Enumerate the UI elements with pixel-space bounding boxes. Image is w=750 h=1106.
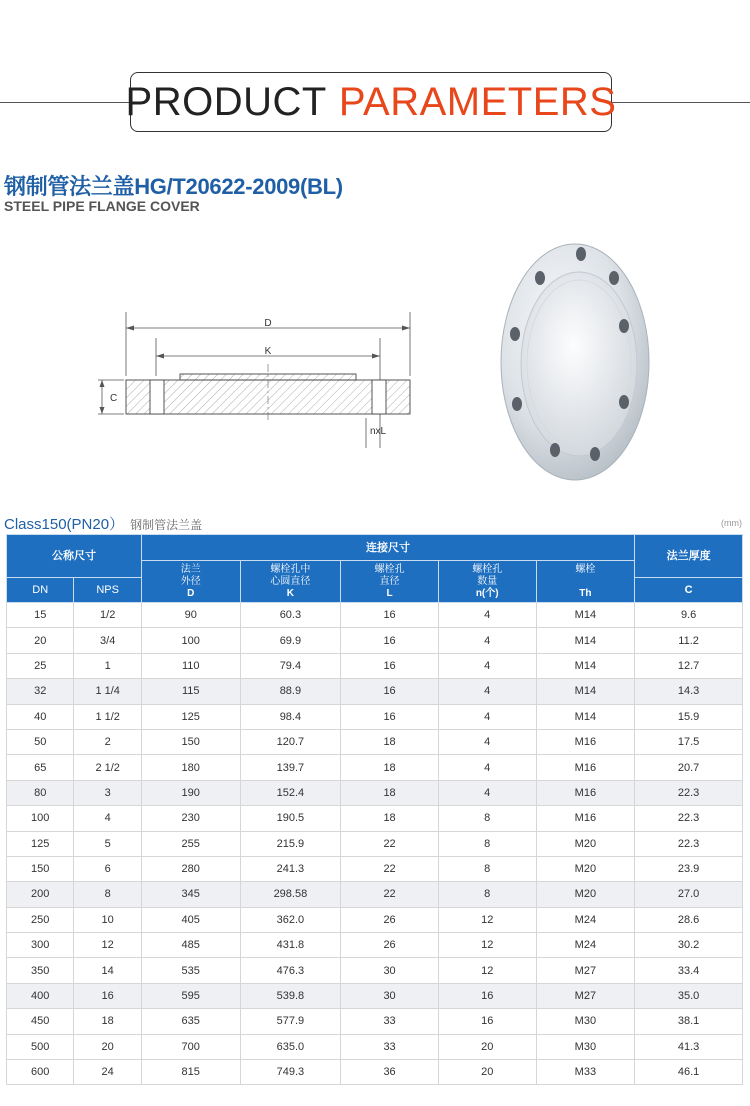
table-row [7, 780, 743, 805]
table-cell: 3/4 [74, 628, 141, 653]
table-cell: 2 [74, 729, 141, 754]
table-cell: 815 [141, 1060, 240, 1085]
table-cell: 1 1/4 [74, 679, 141, 704]
table-cell: 16 [74, 983, 141, 1008]
table-cell: 577.9 [240, 1009, 341, 1034]
table-cell: 79.4 [240, 653, 341, 678]
table-cell: M20 [536, 831, 635, 856]
section-header [125, 72, 617, 132]
table-cell: 20 [438, 1034, 536, 1059]
table-cell: 115 [141, 679, 240, 704]
table-cell: 33 [341, 1009, 439, 1034]
table-cell: 23.9 [635, 856, 743, 881]
table-cell: 15.9 [635, 704, 743, 729]
table-cell: 139.7 [240, 755, 341, 780]
table-cell: M16 [536, 780, 635, 805]
table-cell: 18 [341, 806, 439, 831]
table-cell: 400 [7, 983, 74, 1008]
table-row [7, 1009, 743, 1034]
table-cell: 405 [141, 907, 240, 932]
table-cell: 280 [141, 856, 240, 881]
table-cell: M14 [536, 603, 635, 628]
table-cell: M14 [536, 704, 635, 729]
table-cell: 362.0 [240, 907, 341, 932]
table-cell: 125 [141, 704, 240, 729]
table-cell: M16 [536, 755, 635, 780]
table-body [7, 603, 743, 1085]
header-word-parameters: PARAMETERS [338, 79, 617, 124]
table-row [7, 882, 743, 907]
table-cell: 4 [438, 653, 536, 678]
table-cell: 8 [438, 831, 536, 856]
table-cell: 241.3 [240, 856, 341, 881]
table-cell: 15 [7, 603, 74, 628]
table-cell: 2 1/2 [74, 755, 141, 780]
header-col-k: 螺栓孔中 心圆直径 K [240, 561, 341, 603]
table-cell: M24 [536, 933, 635, 958]
table-cell: 190.5 [240, 806, 341, 831]
table-cell: 98.4 [240, 704, 341, 729]
table-cell: 65 [7, 755, 74, 780]
table-cell: 200 [7, 882, 74, 907]
table-cell: 6 [74, 856, 141, 881]
table-cell: 30 [341, 983, 439, 1008]
table-cell: 18 [341, 755, 439, 780]
table-cell: 12 [74, 933, 141, 958]
table-cell: 18 [74, 1009, 141, 1034]
table-row [7, 653, 743, 678]
table-row [7, 958, 743, 983]
table-cell: 190 [141, 780, 240, 805]
table-row [7, 1060, 743, 1085]
table-cell: M16 [536, 729, 635, 754]
table-cell: 22.3 [635, 780, 743, 805]
table-cell: 16 [341, 603, 439, 628]
table-cell: M30 [536, 1009, 635, 1034]
table-cell: 4 [438, 704, 536, 729]
table-cell: 595 [141, 983, 240, 1008]
table-cell: 22.3 [635, 806, 743, 831]
table-cell: 18 [341, 729, 439, 754]
table-cell: 4 [438, 679, 536, 704]
table-cell: 28.6 [635, 907, 743, 932]
table-cell: M27 [536, 983, 635, 1008]
table-row [7, 806, 743, 831]
table-cell: 350 [7, 958, 74, 983]
flange-cover-photo [495, 238, 655, 488]
table-cell: 476.3 [240, 958, 341, 983]
table-subtitle: 钢制管法兰盖 [130, 518, 203, 532]
table-cell: 33 [341, 1034, 439, 1059]
table-cell: 110 [141, 653, 240, 678]
header-col-d: 法兰 外径 D [141, 561, 240, 603]
table-cell: M27 [536, 958, 635, 983]
table-cell: 46.1 [635, 1060, 743, 1085]
table-cell: 1 1/2 [74, 704, 141, 729]
table-cell: 345 [141, 882, 240, 907]
table-cell: 36 [341, 1060, 439, 1085]
table-cell: 600 [7, 1060, 74, 1085]
header-col-nps: NPS [74, 578, 141, 603]
flange-cover-drawing [90, 298, 430, 458]
table-cell: 1/2 [74, 603, 141, 628]
table-cell: M20 [536, 856, 635, 881]
table-cell: 255 [141, 831, 240, 856]
table-cell: 20 [438, 1060, 536, 1085]
table-cell: 69.9 [240, 628, 341, 653]
table-cell: 16 [341, 679, 439, 704]
table-row [7, 831, 743, 856]
table-cell: 20 [7, 628, 74, 653]
header-col-dn: DN [7, 578, 74, 603]
header-col-th: 螺栓 Th [536, 561, 635, 603]
table-cell: 250 [7, 907, 74, 932]
table-cell: 485 [141, 933, 240, 958]
table-cell: 12.7 [635, 653, 743, 678]
table-cell: 12 [438, 907, 536, 932]
table-cell: 635.0 [240, 1034, 341, 1059]
table-cell: 180 [141, 755, 240, 780]
table-cell: 4 [438, 780, 536, 805]
table-cell: 38.1 [635, 1009, 743, 1034]
table-cell: 27.0 [635, 882, 743, 907]
header-connection-size: 连接尺寸 [141, 535, 634, 561]
table-cell: 8 [74, 882, 141, 907]
table-cell: 88.9 [240, 679, 341, 704]
table-cell: 14.3 [635, 679, 743, 704]
table-cell: 4 [438, 729, 536, 754]
table-cell: 16 [341, 704, 439, 729]
table-cell: 14 [74, 958, 141, 983]
table-cell: 22 [341, 831, 439, 856]
table-cell: 11.2 [635, 628, 743, 653]
header-rule-left [0, 102, 131, 103]
table-cell: M20 [536, 882, 635, 907]
table-cell: 635 [141, 1009, 240, 1034]
table-row [7, 704, 743, 729]
table-cell: 20 [74, 1034, 141, 1059]
table-cell: M14 [536, 653, 635, 678]
table-row [7, 856, 743, 881]
table-cell: 300 [7, 933, 74, 958]
table-cell: 24 [74, 1060, 141, 1085]
table-row [7, 983, 743, 1008]
product-title-en: STEEL PIPE FLANGE COVER [4, 198, 200, 214]
table-cell: 120.7 [240, 729, 341, 754]
label-k: K [264, 346, 272, 357]
table-row [7, 1034, 743, 1059]
table-cell: 26 [341, 907, 439, 932]
table-cell: 60.3 [240, 603, 341, 628]
table-cell: 298.58 [240, 882, 341, 907]
table-cell: 431.8 [240, 933, 341, 958]
table-cell: 150 [141, 729, 240, 754]
table-cell: 100 [7, 806, 74, 831]
table-cell: 535 [141, 958, 240, 983]
table-cell: 12 [438, 933, 536, 958]
table-cell: 16 [438, 1009, 536, 1034]
table-cell: 18 [341, 780, 439, 805]
table-cell: 22 [341, 882, 439, 907]
label-c: C [110, 393, 118, 404]
label-nxl: nxL [370, 426, 387, 437]
table-cell: 17.5 [635, 729, 743, 754]
label-d: D [264, 318, 272, 329]
table-cell: M24 [536, 907, 635, 932]
table-cell: 32 [7, 679, 74, 704]
table-cell: 40 [7, 704, 74, 729]
table-class: Class150(PN20） [4, 516, 125, 533]
table-cell: 20.7 [635, 755, 743, 780]
header-col-n: 螺栓孔 数量 n(个) [438, 561, 536, 603]
table-cell: 700 [141, 1034, 240, 1059]
table-cell: 30.2 [635, 933, 743, 958]
table-row [7, 907, 743, 932]
table-cell: M14 [536, 628, 635, 653]
table-cell: 8 [438, 882, 536, 907]
table-cell: 215.9 [240, 831, 341, 856]
table-cell: 16 [341, 628, 439, 653]
table-cell: 4 [438, 755, 536, 780]
table-cell: 500 [7, 1034, 74, 1059]
product-title-cn: 钢制管法兰盖HG/T20622-2009(BL) [4, 174, 343, 199]
table-cell: 3 [74, 780, 141, 805]
table-cell: 26 [341, 933, 439, 958]
table-cell: 539.8 [240, 983, 341, 1008]
table-cell: 100 [141, 628, 240, 653]
table-cell: 16 [438, 983, 536, 1008]
table-cell: 35.0 [635, 983, 743, 1008]
table-cell: 90 [141, 603, 240, 628]
table-cell: 4 [74, 806, 141, 831]
table-cell: 8 [438, 856, 536, 881]
table-cell: 4 [438, 628, 536, 653]
table-cell: 450 [7, 1009, 74, 1034]
table-cell: 30 [341, 958, 439, 983]
table-cell: 230 [141, 806, 240, 831]
table-cell: 749.3 [240, 1060, 341, 1085]
table-cell: 33.4 [635, 958, 743, 983]
table-cell: 41.3 [635, 1034, 743, 1059]
table-row [7, 755, 743, 780]
table-cell: 80 [7, 780, 74, 805]
table-row [7, 603, 743, 628]
table-cell: 8 [438, 806, 536, 831]
header-nominal-size: 公称尺寸 [7, 535, 142, 578]
table-cell: 5 [74, 831, 141, 856]
table-cell: 50 [7, 729, 74, 754]
table-cell: 22.3 [635, 831, 743, 856]
header-rule-right [611, 102, 750, 103]
header-word-product: PRODUCT [125, 79, 327, 124]
table-title [4, 513, 202, 534]
table-cell: 10 [74, 907, 141, 932]
table-cell: 22 [341, 856, 439, 881]
table-cell: 25 [7, 653, 74, 678]
table-cell: 150 [7, 856, 74, 881]
table-cell: M33 [536, 1060, 635, 1085]
table-cell: 16 [341, 653, 439, 678]
table-cell: 125 [7, 831, 74, 856]
table-cell: 4 [438, 603, 536, 628]
unit-label: (mm) [721, 518, 742, 528]
table-row [7, 628, 743, 653]
table-cell: M14 [536, 679, 635, 704]
table-cell: 9.6 [635, 603, 743, 628]
table-cell: M30 [536, 1034, 635, 1059]
table-row [7, 729, 743, 754]
table-cell: M16 [536, 806, 635, 831]
table-row [7, 679, 743, 704]
table-cell: 1 [74, 653, 141, 678]
table-row [7, 933, 743, 958]
header-flange-thickness: 法兰厚度 [635, 535, 743, 578]
table-cell: 12 [438, 958, 536, 983]
header-col-c: C [635, 578, 743, 603]
header-col-l: 螺栓孔 直径 L [341, 561, 439, 603]
dimensions-table [6, 534, 743, 1085]
table-cell: 152.4 [240, 780, 341, 805]
